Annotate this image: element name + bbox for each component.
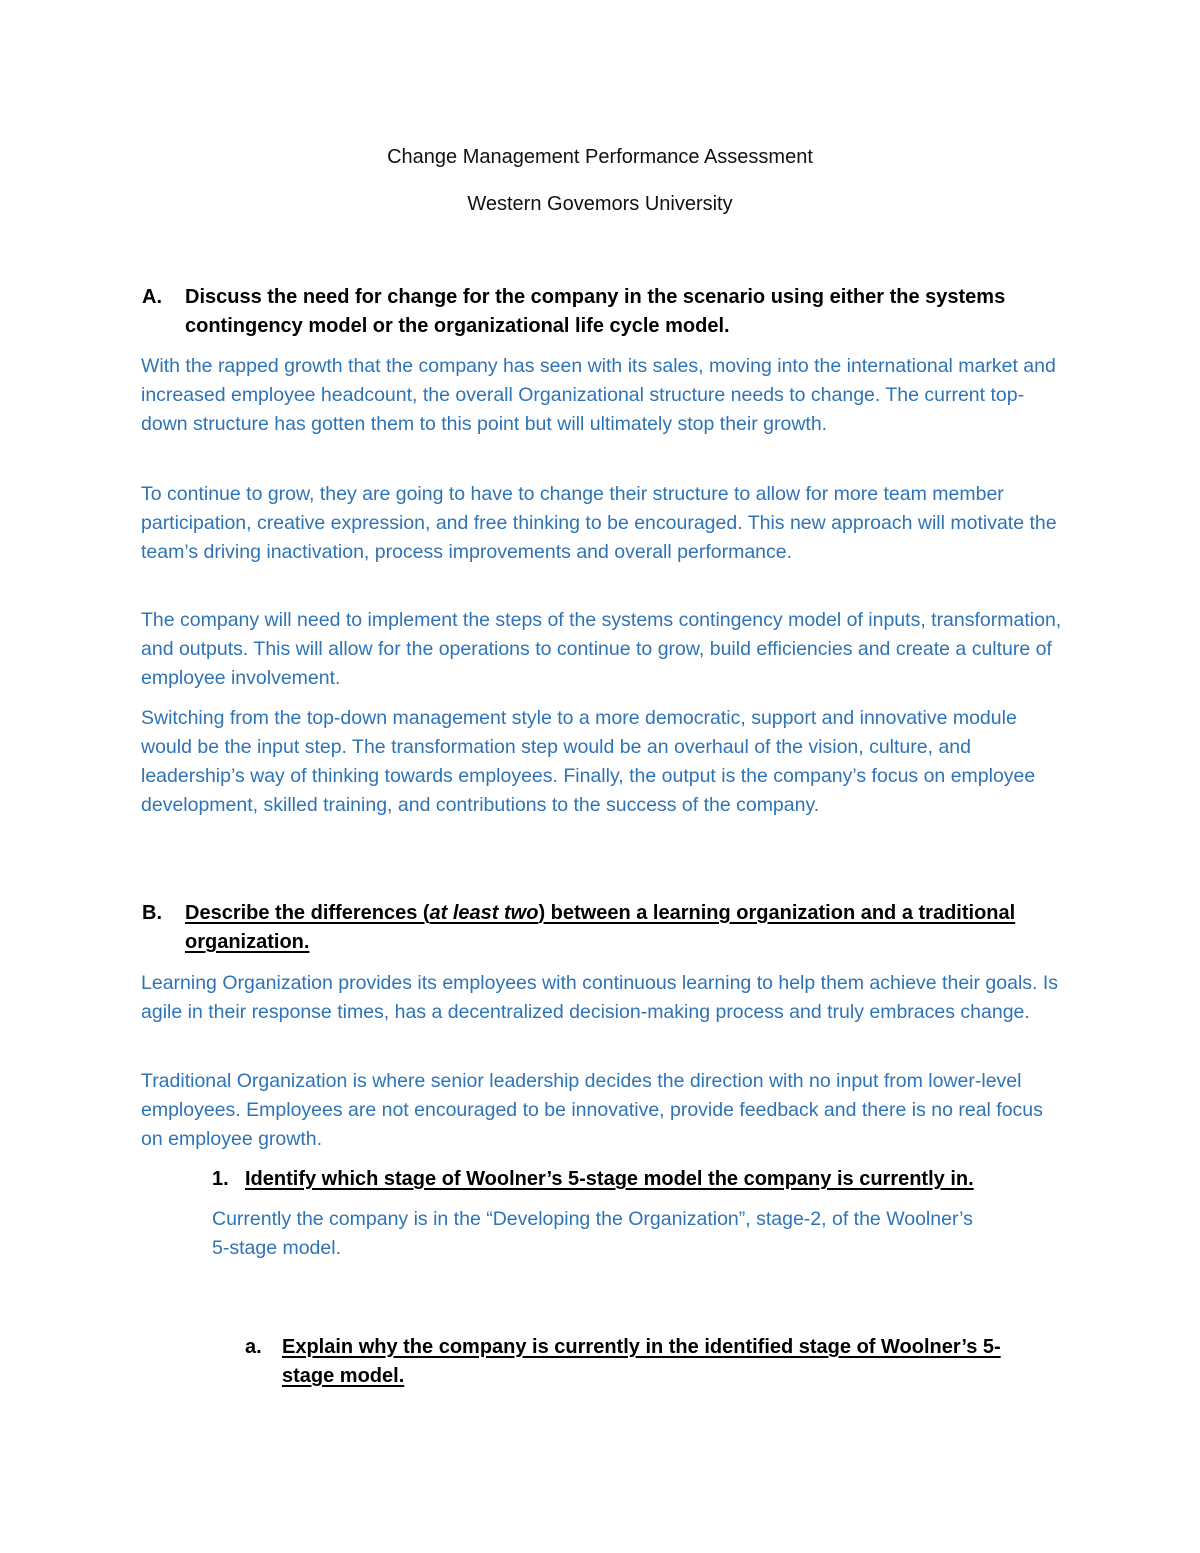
item-1-heading <box>212 1165 1062 1194</box>
section-b-paragraph-1: Learning Organization provides its employees with continuous learning to help them achieve their goals. Is agile in their response times, has a decentralized decision-making process and truly embraces change. <box>141 972 1059 1023</box>
section-a-paragraph-2: To continue to grow, they are going to have to change their structure to allow for more team member participation, creative expression, and free thinking to be encouraged. This new approach will motivate the team’s driving inactivation, process improvements and overall performance. <box>141 483 1057 563</box>
section-b-heading-before: Describe the differences ( <box>185 902 430 924</box>
section-a-paragraph-3: The company will need to implement the steps of the systems contingency model of inputs, transformation, and outputs. This will allow for the operations to continue to grow, build efficiencies and create a culture of employee involvement. <box>141 609 1062 689</box>
section-b-paragraph-2: Traditional Organization is where senior leadership decides the direction with no input from lower-level employees. Employees are not encouraged to be innovative, provide feedback and there is no real focus on employee growth. <box>141 1070 1043 1150</box>
section-b-heading-after: ) between a learning organization and a traditional organization. <box>185 902 1016 953</box>
section-a-paragraph-1: With the rapped growth that the company has seen with its sales, moving into the international market and increased employee headcount, the overall Organizational structure needs to change. The current top-down structure has gotten them to this point but will ultimately stop their growth. <box>141 355 1056 435</box>
section-b-heading-italic: at least two <box>429 902 539 924</box>
item-a-heading <box>245 1333 1045 1391</box>
section-a-marker: A. <box>142 286 162 308</box>
item-1-heading-text: Identify which stage of Woolner’s 5-stage model the company is currently in. <box>245 1168 974 1190</box>
section-a-paragraph-4: Switching from the top-down management style to a more democratic, support and innovative module would be the input step. The transformation step would be an overhaul of the vision, culture, and leadership’s way of thinking towards employees. Finally, the output is the company’s focus on employee development, skilled training, and contributions to the success of the company. <box>141 707 1036 816</box>
section-a-heading <box>142 283 1062 341</box>
section-a-heading-text: Discuss the need for change for the company in the scenario using either the systems contingency model or the organizational life cycle model. <box>185 286 1006 337</box>
item-a-marker: a. <box>245 1336 262 1358</box>
item-1-marker: 1. <box>212 1168 229 1190</box>
institution-name: Western Govemors University <box>467 193 733 215</box>
section-b-marker: B. <box>142 902 162 924</box>
document-title: Change Management Performance Assessment <box>387 146 813 168</box>
item-a-heading-text: Explain why the company is currently in the identified stage of Woolner’s 5-stage model. <box>282 1336 1001 1387</box>
section-b-heading <box>142 899 1062 957</box>
section-b-heading-text <box>142 899 1062 957</box>
item-1-answer: Currently the company is in the “Developing the Organization”, stage-2, of the Woolner’s 5-stage model. <box>212 1208 973 1259</box>
